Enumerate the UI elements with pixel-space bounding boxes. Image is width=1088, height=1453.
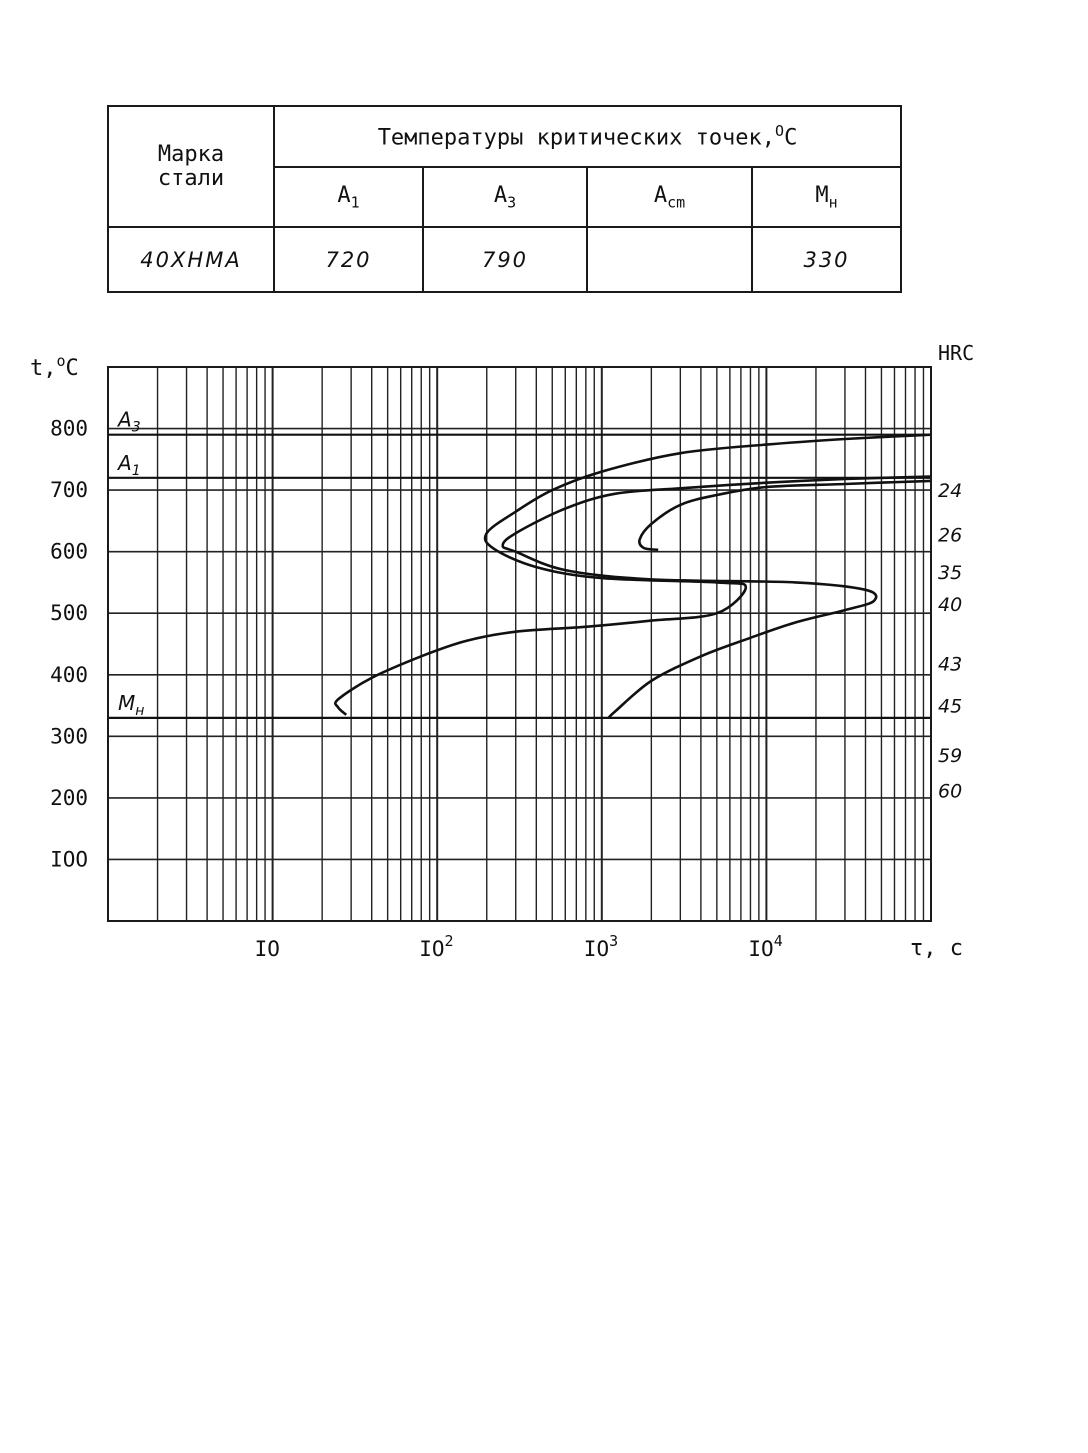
mn-value: 330 — [752, 227, 901, 292]
y-tick-label: 600 — [50, 539, 88, 564]
critical-temps-header-text: Температуры критических точек, — [377, 125, 776, 151]
a1-value: 720 — [274, 227, 423, 292]
hrc-labels — [938, 480, 962, 802]
steel-grade-header — [108, 106, 274, 227]
x-axis-label: τ, с — [910, 936, 963, 961]
x-tick-label: $IO^3$ — [583, 932, 619, 961]
y-tick-labels — [50, 417, 88, 872]
hrc-label: 26 — [938, 524, 963, 547]
plot-frame — [108, 367, 931, 921]
col-mn-sub: н — [828, 193, 838, 212]
steel-grade-value: 40ХНМА — [108, 227, 274, 292]
hrc-label: 43 — [938, 653, 963, 676]
y-tick-label: 700 — [50, 478, 88, 503]
hrc-label: 40 — [938, 593, 963, 616]
x-tick-label: IO — [254, 937, 280, 961]
col-a3-letter: A — [493, 182, 508, 208]
hrc-label: 24 — [938, 480, 963, 503]
hrc-label: 60 — [938, 780, 963, 803]
critical-line-label: $A_1$ — [118, 450, 141, 479]
y-tick-label: 200 — [50, 785, 88, 810]
critical-temps-header — [274, 106, 901, 167]
degree-sign: O — [775, 122, 785, 141]
col-acm-letter: A — [653, 182, 668, 208]
col-a3-sub: 3 — [507, 193, 517, 212]
y-tick-label: 800 — [50, 416, 88, 441]
y-axis-label: t,$^o$C — [30, 352, 79, 381]
y-tick-label: 300 — [50, 724, 88, 749]
acm-value — [587, 227, 752, 292]
hrc-label: 45 — [938, 695, 963, 718]
critical-line-label: $A_3$ — [118, 407, 141, 436]
col-acm-header — [587, 167, 752, 227]
critical-line-label: $M_н$ — [118, 690, 145, 719]
celsius-letter: С — [784, 125, 798, 151]
ttt-diagram — [0, 330, 1088, 990]
steel-grade-header-text: Марка стали — [157, 141, 225, 191]
col-mn-letter: M — [815, 182, 829, 208]
critical-line-labels — [116, 408, 144, 719]
curve-series-3 — [639, 481, 931, 550]
col-a1-letter: A — [337, 182, 351, 208]
x-tick-labels — [255, 932, 783, 961]
col-a1-header — [274, 167, 423, 227]
col-mn-header — [752, 167, 901, 227]
col-a1-sub: 1 — [350, 193, 360, 212]
critical-points-table — [107, 105, 902, 293]
y-tick-label: 500 — [50, 601, 88, 626]
hrc-label: 35 — [938, 561, 963, 584]
chart-grid — [108, 367, 931, 921]
a3-value: 790 — [423, 227, 587, 292]
x-tick-label: $IO^2$ — [419, 932, 454, 961]
y-tick-label: 400 — [50, 662, 88, 687]
x-tick-label: $IO^4$ — [748, 932, 783, 961]
col-acm-sub: cm — [667, 193, 686, 212]
y-tick-label: IOO — [50, 847, 88, 872]
col-a3-header — [423, 167, 587, 227]
hrc-axis-label: HRC — [938, 341, 975, 365]
hrc-label: 59 — [938, 744, 963, 767]
